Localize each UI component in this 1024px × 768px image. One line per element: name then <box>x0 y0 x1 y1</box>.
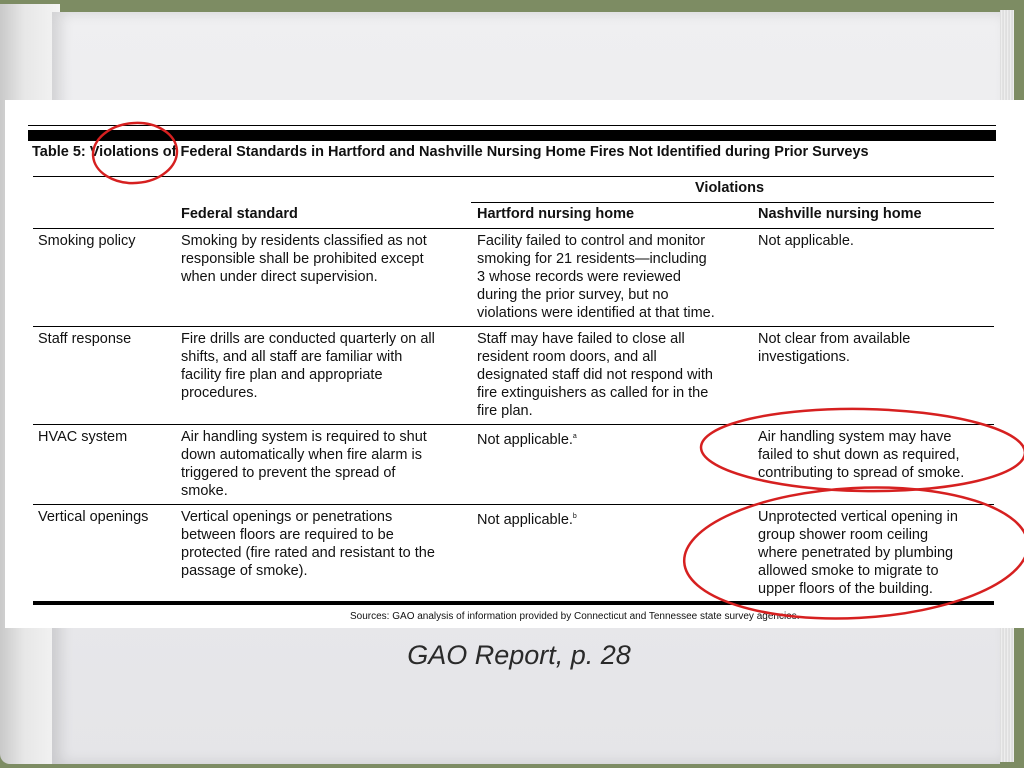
column-header-hartford: Hartford nursing home <box>477 206 635 222</box>
title-highlight-word: Violations <box>89 144 159 160</box>
column-header-nashville: Nashville nursing home <box>758 206 922 222</box>
annotation-circle-vertical <box>681 479 1024 627</box>
hartford-cell: Not applicable.$^b$ <box>477 511 577 528</box>
column-header-federal: Federal standard <box>181 206 298 222</box>
federal-standard-cell: Vertical openings or penetrations between floors are required to be protected (fire rated and resistant to the passage of smoke). <box>181 509 435 579</box>
nashville-cell: Not clear from available investigations. <box>758 331 911 365</box>
slide-caption: GAO Report, p. 28 <box>407 640 631 670</box>
annotation-circle-hvac <box>700 406 1024 494</box>
row-category: HVAC system <box>38 429 128 445</box>
table-title: Table 5: Violations of Federal Standards in Hartford and Nashville Nursing Home Fires Not Identified during Prior Surveys <box>32 144 869 160</box>
nashville-cell: Not applicable. <box>758 233 854 249</box>
row-category: Vertical openings <box>38 509 149 525</box>
row-category: Staff response <box>38 331 132 347</box>
federal-standard-cell: Smoking by residents classified as not responsible shall be prohibited except when under direct supervision. <box>181 233 427 285</box>
annotation-circle-title <box>91 120 179 186</box>
hartford-cell: Not applicable.$^a$ <box>477 431 577 448</box>
nashville-cell: Unprotected vertical opening in group shower room ceiling where penetrated by plumbing allowed smoke to migrate to upper floors of the building. <box>758 509 958 597</box>
hartford-cell: Facility failed to control and monitor smoking for 21 residents—including 3 whose records were reviewed during the prior survey, but no violations were identified at that time. <box>477 233 715 321</box>
violations-group-header: Violations <box>695 180 765 196</box>
row-category: Smoking policy <box>38 233 136 249</box>
footnote-marker: a <box>572 433 577 440</box>
footnote-marker: b <box>572 513 577 520</box>
nashville-cell: Air handling system may have failed to shut down as required, contributing to spread of smoke. <box>758 429 965 481</box>
table-sources-note: Sources: GAO analysis of information provided by Connecticut and Tennessee state survey agencies. <box>350 611 800 622</box>
hartford-cell: Staff may have failed to close all resident room doors, and all designated staff did not respond with fire extinguishers as called for in the fire plan. <box>477 331 713 419</box>
federal-standard-cell: Air handling system is required to shut down automatically when fire alarm is triggered to prevent the spread of smoke. <box>181 429 427 499</box>
federal-standard-cell: Fire drills are conducted quarterly on all shifts, and all staff are familiar with facility fire plan and appropriate procedures. <box>181 331 435 401</box>
